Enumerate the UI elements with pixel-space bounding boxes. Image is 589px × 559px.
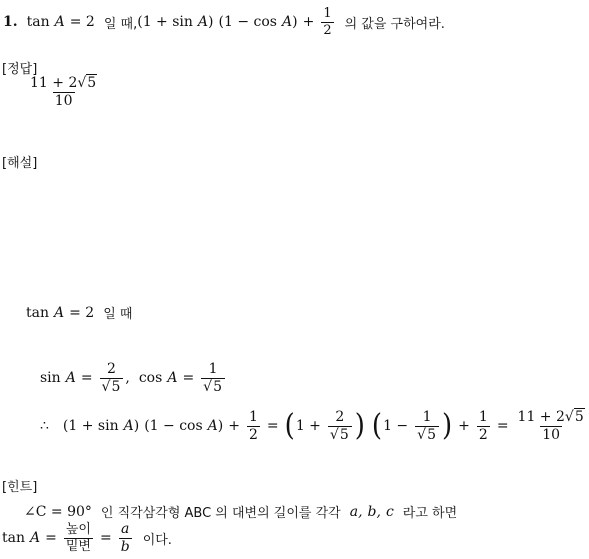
cond-fn: tan	[26, 14, 50, 30]
problem-line: 1. tan A = 2 일 때, (1 + sin A ) (1 − cos A ) + $\frac{1}{2}$ 의 값을 구하여라.	[3, 5, 445, 38]
cond-particle: 일 때,	[103, 16, 138, 32]
solution-line-1: tan A = 2 일 때	[26, 304, 133, 322]
sin-fraction: $\frac{2}{√5}$	[100, 362, 124, 394]
cond-rhs: = 2	[69, 14, 95, 30]
solution-therefore-line: ∴ (1 + sin A ) (1 − cos A ) + $\frac{1}{2}$ = ( 1 + $\frac{2}{√5}$ ) ( 1 − $\frac{1}{√5}$ ) + $\frac{1}{2}$ = $\frac{11 + 2√5}{10}$	[40, 410, 589, 442]
problem-number: 1.	[3, 14, 18, 30]
answer-value	[26, 76, 101, 108]
expr-part1: (1 + sin	[137, 14, 193, 30]
problem-half-fraction: $\frac{1}{2}$	[323, 5, 332, 38]
hint-label: [힌트]	[2, 480, 38, 495]
answer-fraction: $\frac{11 + 2√5}{10}$	[30, 75, 97, 109]
answer-label: [정답]	[2, 62, 38, 77]
solution-label: [해설]	[2, 156, 38, 171]
hint-line-1: ∠C = 90° 인 직각삼각형 ABC 의 대변의 길이를 각각 a, b, c 라고 하면	[24, 503, 458, 521]
cos-fraction: $\frac{1}{√5}$	[201, 362, 225, 394]
hint-line-2: tan A = $\frac{\text{높이}}{\text{밑변}}$ = $\frac{a}{b}$ 이다.	[2, 521, 172, 555]
expr-part2: (1 − cos	[218, 14, 277, 30]
problem-tail: 의 값을 구하여라.	[344, 16, 445, 32]
a-over-b-fraction: $\frac{a}{b}$	[120, 521, 130, 555]
height-base-fraction: $\frac{\text{높이}}{\text{밑변}}$	[65, 522, 91, 554]
final-fraction: $\frac{11 + 2√5}{10}$	[517, 409, 584, 443]
cond-var: A	[54, 14, 65, 30]
solution-sin-cos: sin A = $\frac{2}{√5}$ , cos A = $\frac{1}{√5}$	[40, 362, 227, 394]
therefore-symbol: ∴	[40, 418, 49, 435]
